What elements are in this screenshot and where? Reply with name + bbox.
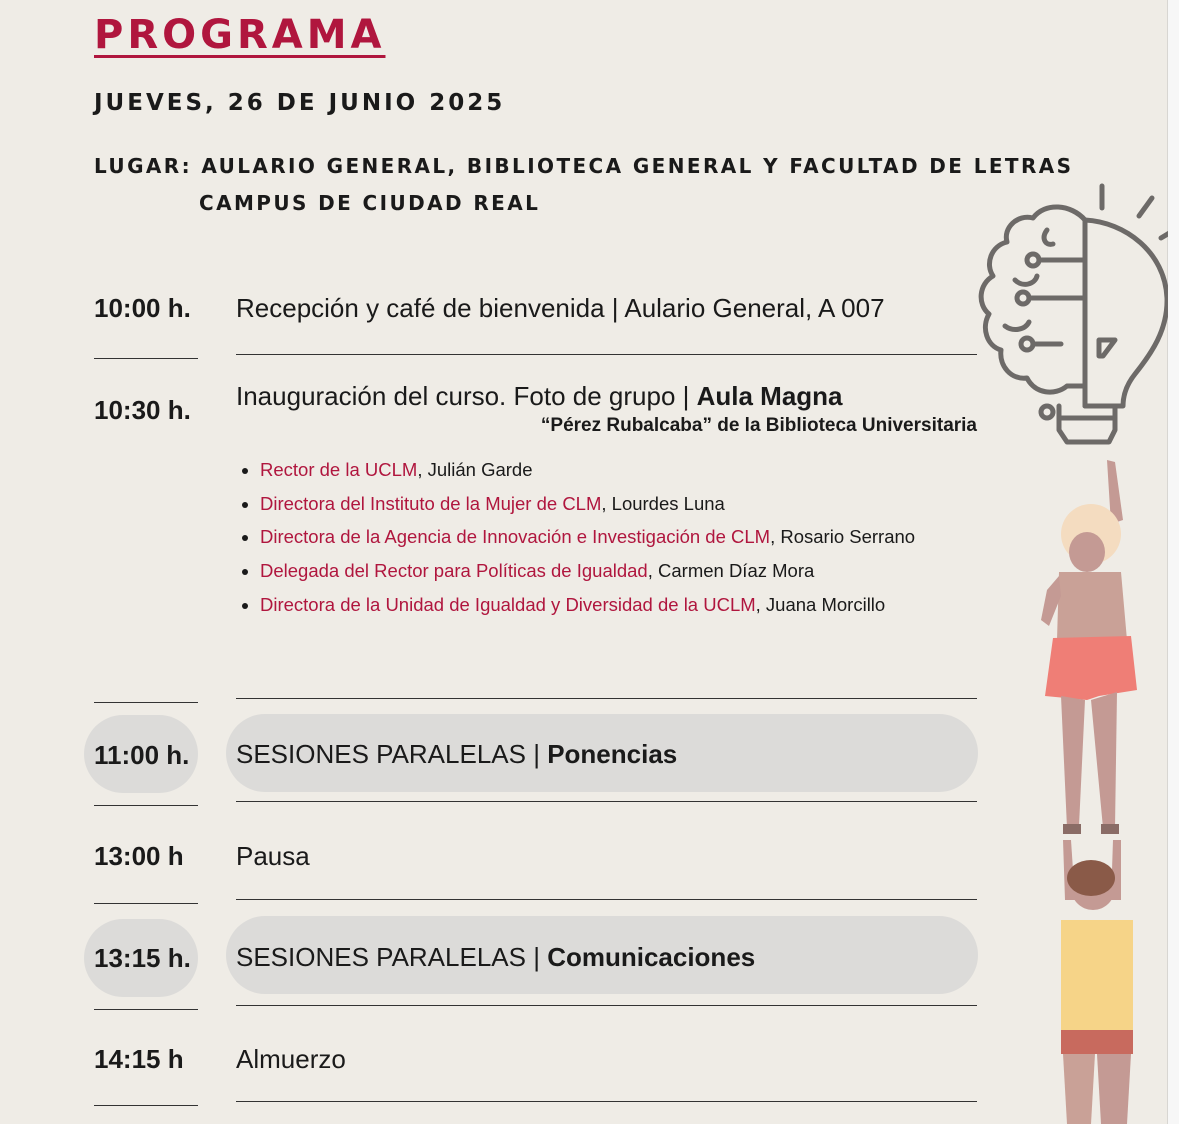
schedule-description: Recepción y café de bienvenida | Aulario General, A 007 bbox=[236, 293, 885, 323]
schedule-description: SESIONES PARALELAS | Ponencias bbox=[236, 739, 678, 769]
divider bbox=[94, 805, 198, 806]
divider bbox=[236, 1101, 977, 1102]
schedule-time: 14:15 h bbox=[94, 1044, 184, 1074]
page-title: PROGRAMA bbox=[94, 12, 386, 58]
schedule-time: 13:15 h. bbox=[94, 943, 191, 973]
schedule-description: SESIONES PARALELAS | Comunicaciones bbox=[236, 942, 756, 972]
divider bbox=[94, 1009, 198, 1010]
schedule-description: Inauguración del curso. Foto de grupo | Aula Magna bbox=[236, 381, 843, 411]
event-date: JUEVES, 26 DE JUNIO 2025 bbox=[94, 90, 506, 116]
schedule-time: 13:00 h bbox=[94, 841, 184, 871]
list-item: • Directora de la Unidad de Igualdad y Diversidad de la UCLM, Juana Morcillo bbox=[260, 592, 915, 626]
schedule-time: 11:00 h. bbox=[94, 740, 190, 770]
speakers-list bbox=[240, 457, 915, 625]
list-item: • Directora de la Agencia de Innovación e Investigación de CLM, Rosario Serrano bbox=[260, 524, 915, 558]
divider bbox=[236, 801, 977, 802]
schedule-time: 10:00 h. bbox=[94, 293, 191, 323]
list-item: • Rector de la UCLM, Julián Garde bbox=[260, 457, 915, 491]
divider bbox=[236, 1005, 977, 1006]
divider bbox=[94, 358, 198, 359]
schedule-description: Pausa bbox=[236, 841, 310, 871]
schedule-time: 10:30 h. bbox=[94, 395, 191, 425]
divider bbox=[236, 698, 977, 699]
page-edge bbox=[1167, 0, 1179, 1124]
event-place-line-1: LUGAR: AULARIO GENERAL, BIBLIOTECA GENERAL Y FACULTAD DE LETRAS bbox=[94, 154, 1074, 178]
brain-lightbulb-illustration bbox=[975, 180, 1168, 1124]
divider bbox=[94, 903, 198, 904]
list-item: • Delegada del Rector para Políticas de Igualdad, Carmen Díaz Mora bbox=[260, 558, 915, 592]
schedule-subdescription: “Pérez Rubalcaba” de la Biblioteca Universitaria bbox=[540, 415, 977, 436]
divider bbox=[236, 354, 977, 355]
brain-lightbulb-icon bbox=[981, 186, 1168, 442]
event-place-line-2: CAMPUS DE CIUDAD REAL bbox=[199, 191, 541, 215]
women-reaching-illustration bbox=[1041, 460, 1137, 1124]
list-item: • Directora del Instituto de la Mujer de CLM, Lourdes Luna bbox=[260, 491, 915, 525]
divider bbox=[94, 702, 198, 703]
divider bbox=[94, 1105, 198, 1106]
schedule-description: Almuerzo bbox=[236, 1044, 346, 1074]
divider bbox=[236, 899, 977, 900]
